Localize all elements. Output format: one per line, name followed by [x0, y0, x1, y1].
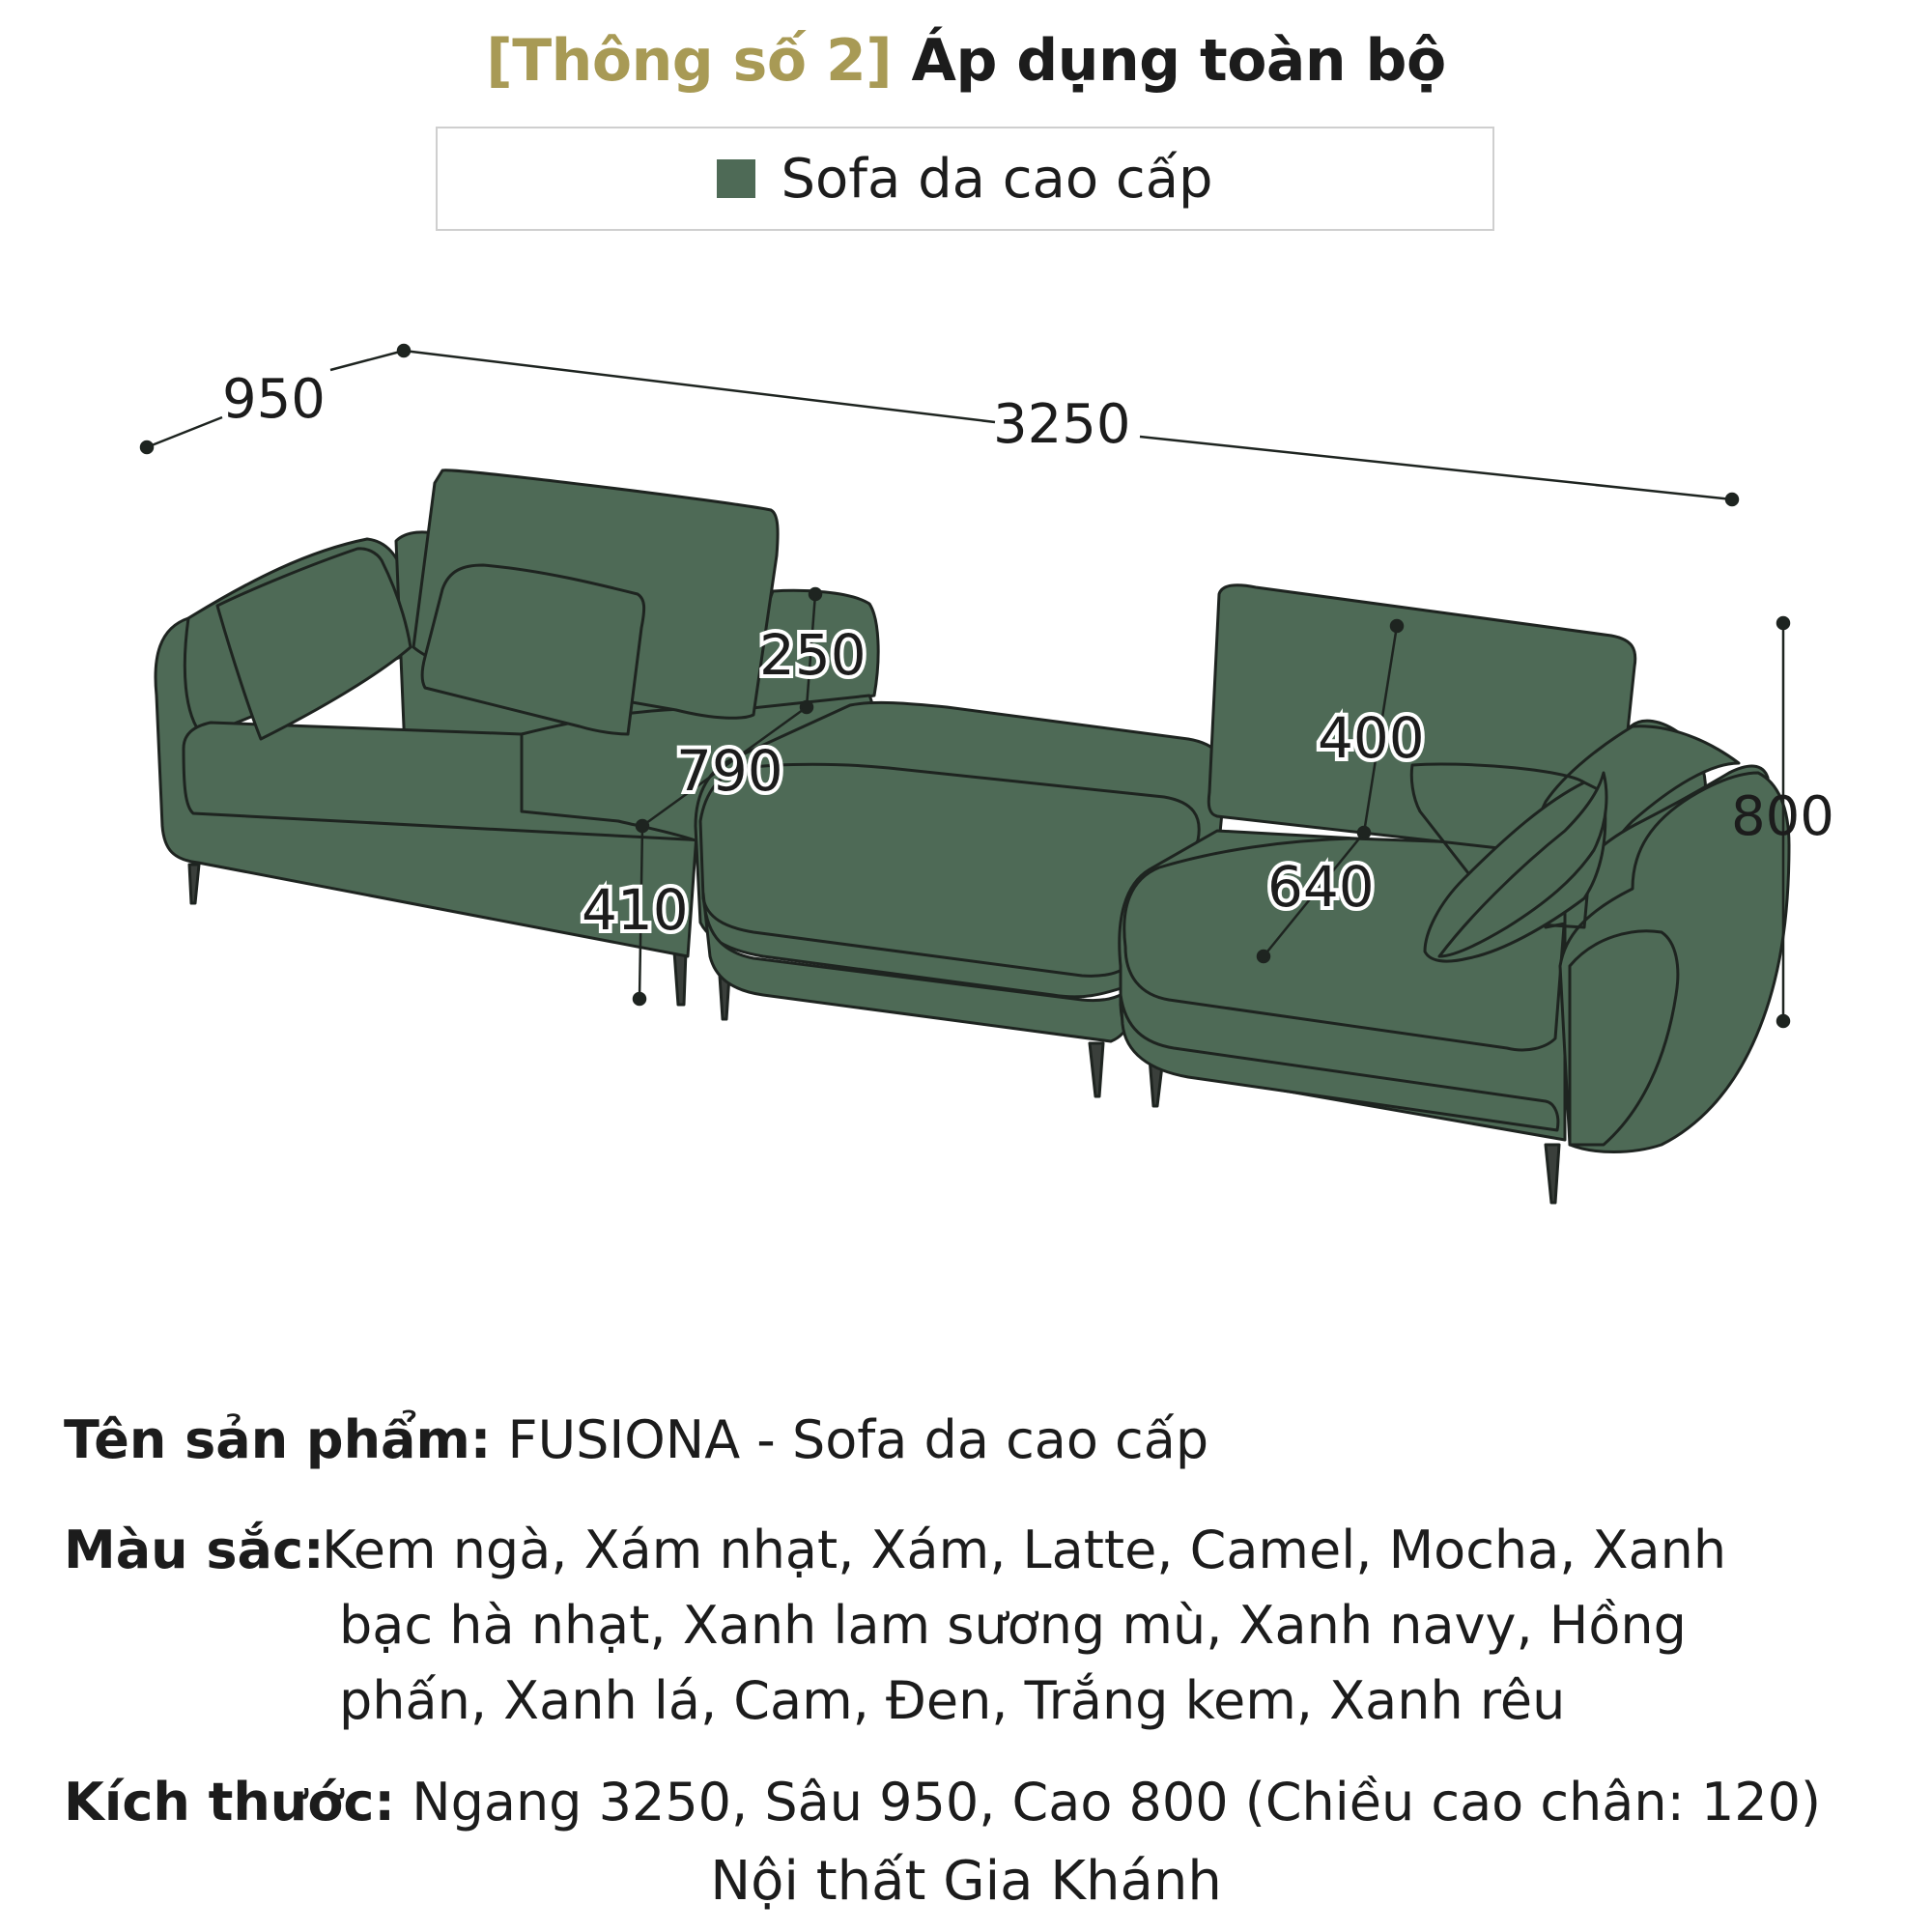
product-size-label: Kích thước:: [64, 1772, 396, 1833]
product-color-value: Kem ngà, Xám nhạt, Xám, Latte, Camel, Mocha, Xanh bạc hà nhạt, Xanh lam sương mù, Xanh navy, Hồng phấn, Xanh lá, Cam, Đen, Trắng kem, Xanh rêu: [322, 1520, 1727, 1731]
back-height-dimension: 400: [1318, 705, 1425, 771]
width-dimension: 3250: [993, 393, 1131, 456]
brand-footer: Nội thất Gia Khánh: [710, 1850, 1222, 1913]
spec-title: Áp dụng toàn bộ: [911, 27, 1446, 95]
product-name-row: [64, 1403, 1208, 1478]
legend-label: Sofa da cao cấp: [781, 147, 1213, 211]
seat-height-dimension: 410: [582, 877, 689, 943]
product-color-label: Màu sắc:: [64, 1520, 325, 1580]
right-sofa-section: [1120, 585, 1789, 1152]
product-size-row: [64, 1765, 1821, 1840]
seat-width-dimension: 790: [676, 738, 783, 804]
seat-depth-dimension: 640: [1267, 854, 1375, 920]
product-name-value: FUSIONA - Sofa da cao cấp: [507, 1409, 1209, 1470]
height-dimension: 800: [1731, 785, 1834, 848]
depth-dimension: 950: [222, 368, 326, 431]
product-size-value: Ngang 3250, Sâu 950, Cao 800 (Chiều cao chân: 120): [412, 1772, 1822, 1833]
product-color-row: [64, 1513, 1764, 1739]
product-name-label: Tên sản phẩm:: [64, 1409, 492, 1470]
spec-tag: [Thông số 2]: [486, 27, 893, 95]
back-cushion-dimension: 250: [759, 622, 867, 688]
